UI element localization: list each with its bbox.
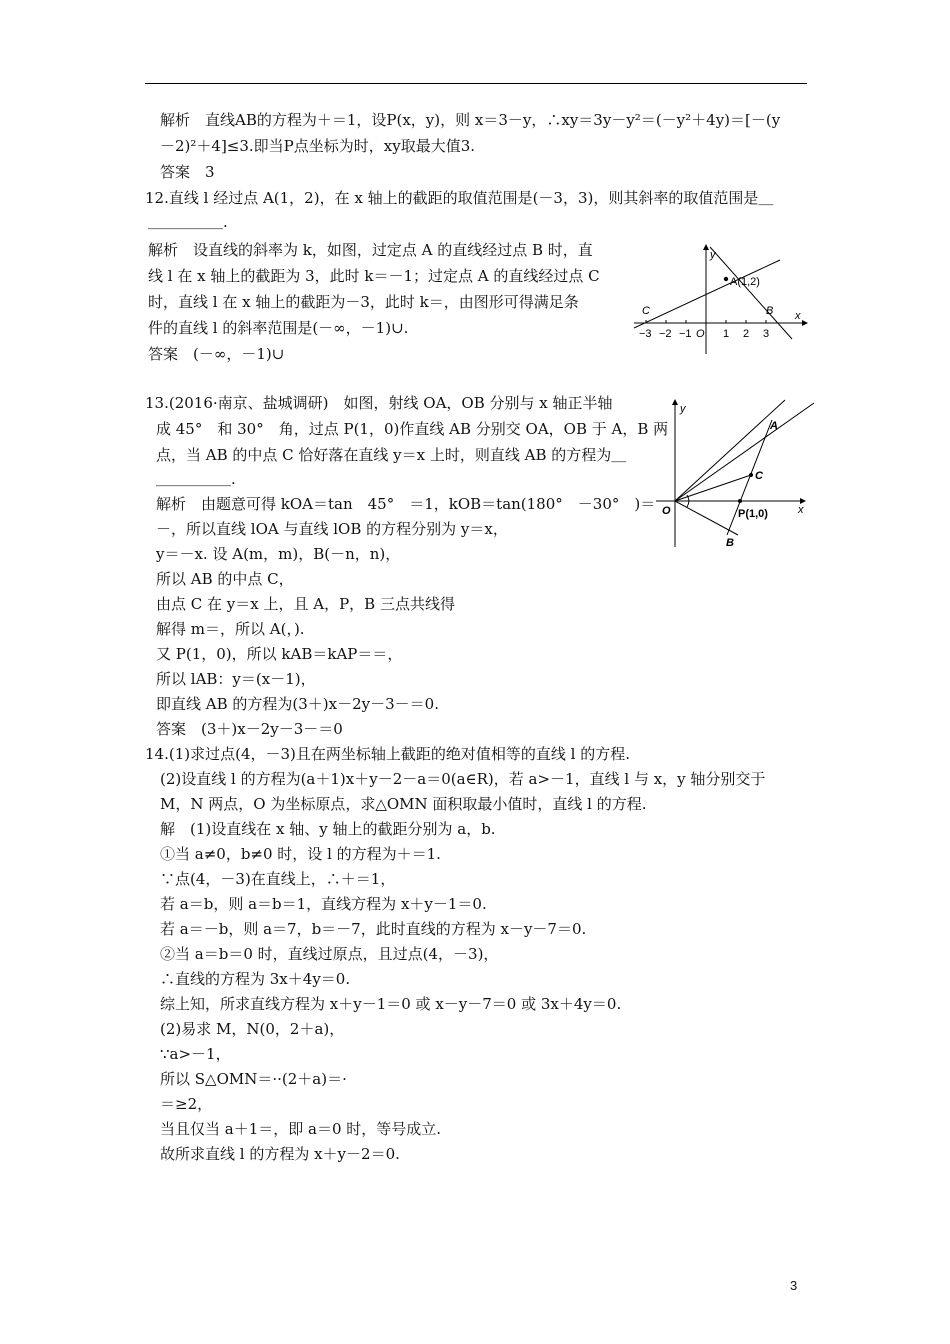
text-line: 当且仅当 a＋1＝，即 a＝0 时，等号成立. xyxy=(160,1120,442,1138)
fig2-label-y: y xyxy=(680,403,686,415)
fig2-label-b: B xyxy=(726,537,734,549)
fig1-label-a: A(1,2) xyxy=(730,276,760,288)
text-line: (2)易求 M，N(0，2＋a)， xyxy=(160,1020,345,1038)
fig2-segment-oc xyxy=(675,475,751,501)
fig1-label-c: C xyxy=(642,305,650,317)
fig2-point-p xyxy=(738,499,742,503)
fig1-tick-label: 2 xyxy=(743,328,750,340)
fig1-y-arrow-icon xyxy=(703,244,709,250)
fig2-line-y-eq-x xyxy=(675,403,814,501)
fig1-line-ca xyxy=(634,260,780,328)
text-line: 点，当 AB 的中点 C 恰好落在直线 y＝x 上时，则直线 AB 的方程为＿ xyxy=(156,446,627,464)
text-line: 成 45° 和 30° 角，过点 P(1，0)作直线 AB 分别交 OA，OB 于 A，B 两 xyxy=(156,420,669,438)
fig2-ray-oa xyxy=(675,400,785,501)
text-line: 解 (1)设直线在 x 轴、y 轴上的截距分别为 a，b. xyxy=(160,820,496,838)
fig2-label-a: A xyxy=(770,420,778,432)
header-rule xyxy=(145,83,807,84)
text-line: 解析 设直线的斜率为 k，如图，过定点 A 的直线经过点 B 时，直 xyxy=(148,241,593,259)
fig1-label-b: B xyxy=(766,305,774,317)
text-line: 12.直线 l 经过点 A(1，2)，在 x 轴上的截距的取值范围是(－3，3)，则其斜率的取值范围是＿ xyxy=(145,189,774,207)
fig2-label-p: P(1,0) xyxy=(738,508,768,520)
text-line: 若 a＝－b，则 a＝7，b＝－7，此时直线的方程为 x－y－7＝0. xyxy=(160,920,587,938)
text-line: 又 P(1，0)，所以 kAB＝kAP＝＝， xyxy=(156,645,403,663)
fig2-label-o: O xyxy=(662,505,671,517)
text-line: 故所求直线 l 的方程为 x＋y－2＝0. xyxy=(160,1145,400,1163)
text-line: ∵a>－1， xyxy=(160,1045,231,1063)
text-line: 时，直线 l 在 x 轴上的截距为－3，此时 k＝，由图形可得满足条 xyxy=(148,293,579,311)
text-line: ②当 a＝b＝0 时，直线过原点，且过点(4，－3)， xyxy=(160,945,499,963)
text-line: M，N 两点，O 为坐标原点，求△OMN 面积取最小值时，直线 l 的方程. xyxy=(160,795,647,813)
text-line: －2)²＋4]≤3.即当P点坐标为时，xy取最大值3. xyxy=(160,137,476,155)
text-line: 线 l 在 x 轴上的截距为 3，此时 k＝－1；过定点 A 的直线经过点 C xyxy=(148,267,600,285)
text-line: ∴直线的方程为 3x＋4y＝0. xyxy=(160,970,351,988)
text-line: 即直线 AB 的方程为(3＋)x－2y－3－＝0. xyxy=(156,695,439,713)
text-line: ＿＿＿＿＿. xyxy=(148,213,228,231)
text-line: (2)设直线 l 的方程为(a＋1)x＋y－2－a＝0(a∈R)，若 a>－1，直线 l 与 x，y 轴分别交于 xyxy=(160,770,766,788)
text-line: 13.(2016·南京、盐城调研) 如图，射线 OA，OB 分别与 x 轴正半轴 xyxy=(145,394,613,412)
fig2-label-x: x xyxy=(798,504,804,516)
fig2-y-arrow-icon xyxy=(672,399,678,405)
fig1-tick-label: 1 xyxy=(723,328,730,340)
text-line: 解析 直线AB的方程为＋＝1，设P(x，y)，则 x＝3－y，∴xy＝3y－y²＝(－y²＋4y)＝[－(y xyxy=(160,111,781,129)
text-line: ∵点(4，－3)在直线上，∴＋＝1， xyxy=(160,870,396,888)
fig2-label-c: C xyxy=(755,470,763,482)
text-line: 所以 AB 的中点 C， xyxy=(156,570,294,588)
fig1-x-arrow-icon xyxy=(802,320,808,326)
text-line: ＝≥2， xyxy=(160,1095,213,1113)
text-line: 答案 (3＋)x－2y－3－＝0 xyxy=(156,720,343,738)
fig1-tick-label: 3 xyxy=(763,328,770,340)
fig1-label-o: O xyxy=(696,328,705,340)
fig1-label-y: y xyxy=(710,249,716,261)
text-line: －，所以直线 lOA 与直线 lOB 的方程分别为 y＝x， xyxy=(156,520,508,538)
text-line: ＿＿＿＿＿. xyxy=(156,470,236,488)
text-line: y＝－x. 设 A(m，m)，B(－n，n)， xyxy=(156,545,401,563)
fig1-tick-label: −3 xyxy=(639,328,652,340)
fig1-tick-label: −2 xyxy=(659,328,672,340)
text-line: 件的直线 l 的斜率范围是(－∞，－1)∪. xyxy=(148,319,409,337)
text-line: 14.(1)求过点(4，－3)且在两坐标轴上截距的绝对值相等的直线 l 的方程. xyxy=(145,745,630,763)
figure-problem-13 xyxy=(650,395,820,550)
fig1-point-a xyxy=(724,277,728,281)
fig1-line-ab xyxy=(710,247,792,339)
figure-problem-12 xyxy=(630,242,810,357)
fig1-tick-label: −1 xyxy=(679,328,692,340)
text-line: 若 a＝b，则 a＝b＝1，直线方程为 x＋y－1＝0. xyxy=(160,895,487,913)
page-number: 3 xyxy=(790,1278,798,1293)
text-line: 所以 S△OMN＝··(2＋a)＝· xyxy=(160,1070,347,1088)
text-line: 所以 lAB：y＝(x－1)， xyxy=(156,670,316,688)
text-line: 解析 由题意可得 kOA＝tan 45° ＝1，kOB＝tan(180° －30° )＝ xyxy=(156,495,656,513)
text-line: ①当 a≠0，b≠0 时，设 l 的方程为＋＝1. xyxy=(160,845,441,863)
text-line: 答案 3 xyxy=(160,163,215,181)
text-line: 由点 C 在 y＝x 上，且 A，P，B 三点共线得 xyxy=(156,595,455,613)
fig2-point-c xyxy=(749,473,753,477)
text-line: 综上知，所求直线方程为 x＋y－1＝0 或 x－y－7＝0 或 3x＋4y＝0. xyxy=(160,995,622,1013)
text-line: 答案 (－∞，－1)∪ xyxy=(148,345,285,363)
text-line: 解得 m＝，所以 A(，). xyxy=(156,620,305,638)
fig1-label-x: x xyxy=(795,310,801,322)
fig2-angle-arc-lower xyxy=(687,501,689,507)
